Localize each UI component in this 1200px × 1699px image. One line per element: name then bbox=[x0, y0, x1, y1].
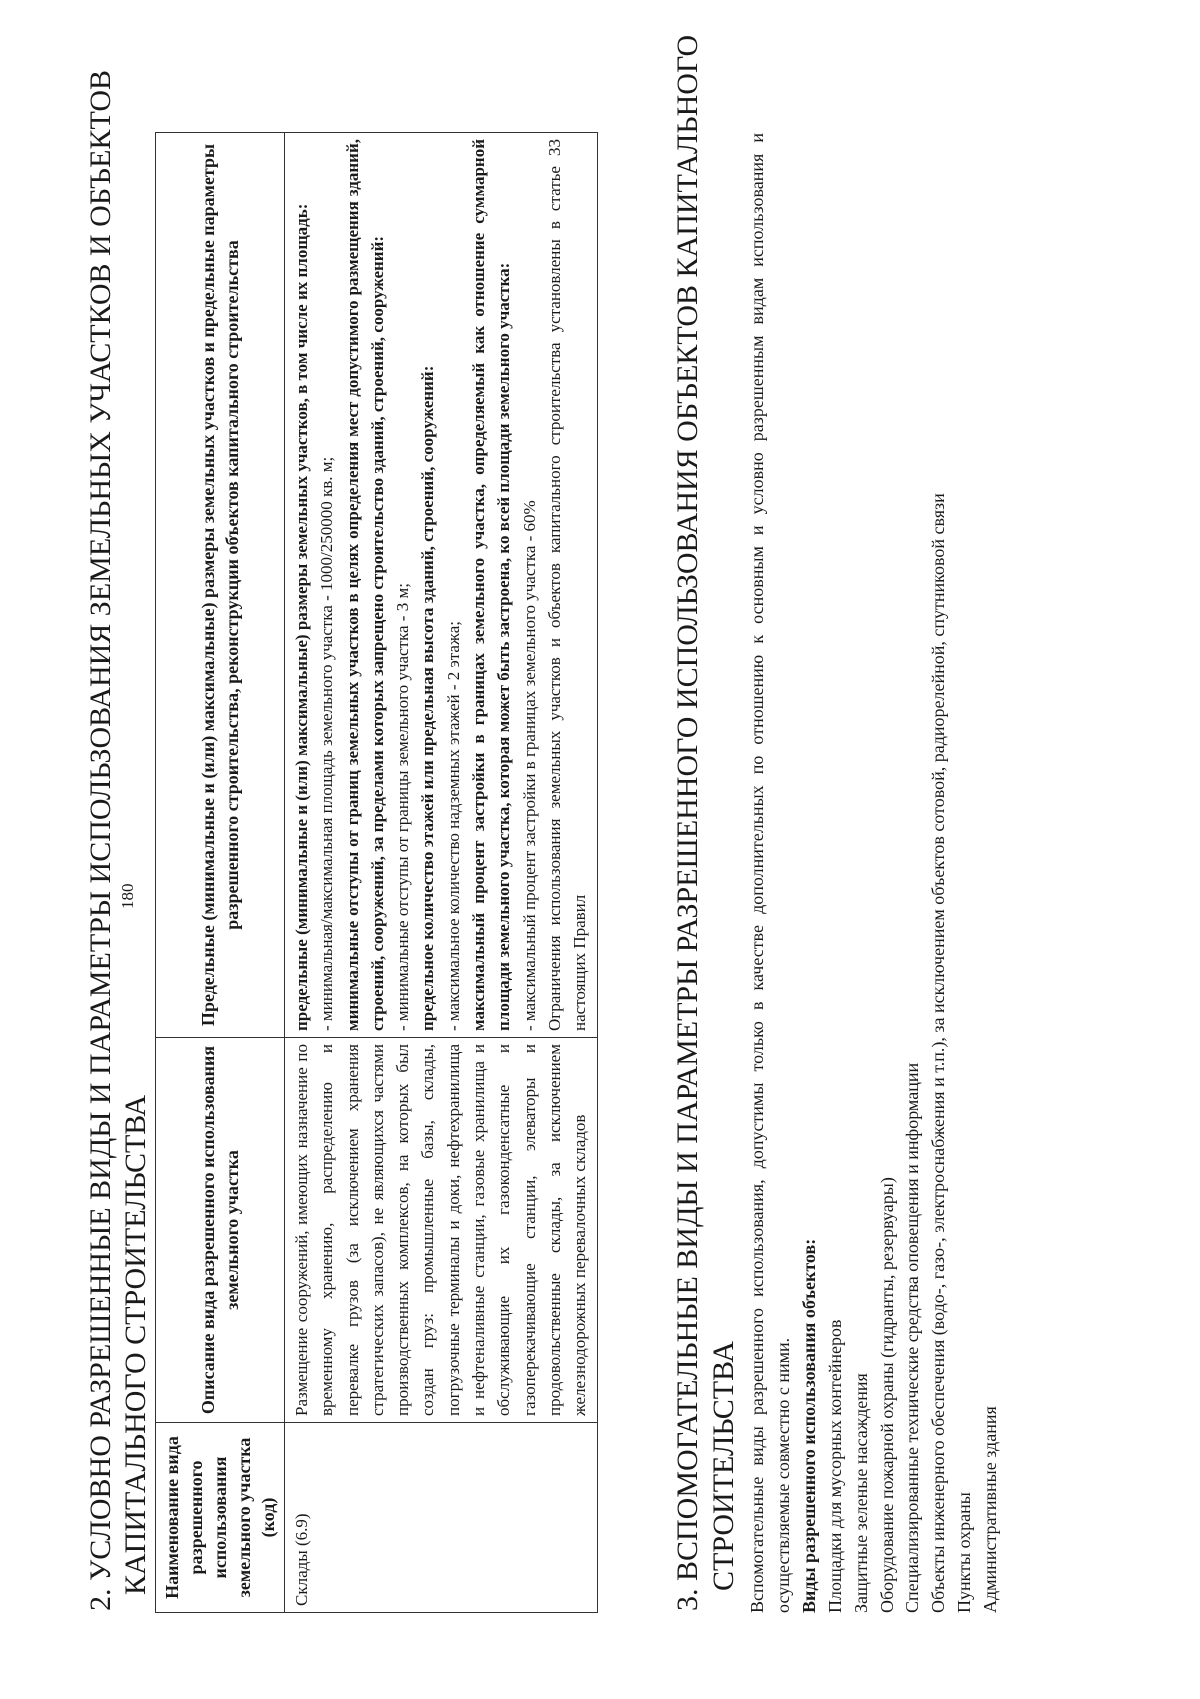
param-line: - максимальное количество надземных этажей - 2 этажа; bbox=[443, 621, 463, 1031]
param-line: - минимальная/максимальная площадь земельного участка - 1000/250000 кв. м; bbox=[317, 456, 337, 1031]
list-item: Пункты охраны bbox=[953, 1492, 974, 1613]
param-line: - минимальные отступы от границы земельного участка - 3 м; bbox=[393, 583, 413, 1031]
permitted-use-table bbox=[155, 132, 598, 1613]
section-2-title-cont: КАПИТАЛЬНОГО СТРОИТЕЛЬСТВА bbox=[119, 1094, 152, 1595]
cell-use-description: Размещение сооружений, имеющих назначение по временному хранению, распределению и перевалке грузов (за исключением хранения стратегических запасов), не являющихся частями производственных комплексов, на которых был создан груз: промышленные базы, склады, погрузочные терминалы и доки, нефтехранилища и нефтеналивные станции, газовые хранилища и обслуживающие их газоконденсатные и газоперекачивающие станции, элеваторы и продовольственные склады, за исключением железнодорожных перевалочных складов bbox=[285, 1038, 598, 1423]
page-number: 180 bbox=[118, 883, 137, 909]
section-3-title-cont: СТРОИТЕЛЬСТВА bbox=[707, 1341, 740, 1591]
column-header-parameters: Предельные (минимальные и (или) максимальные) размеры земельных участков и предельные параметры разрешенного строительства, реконструкции объектов капитального строительства bbox=[156, 133, 285, 1038]
section-3-title: 3. ВСПОМОГАТЕЛЬНЫЕ ВИДЫ И ПАРАМЕТРЫ РАЗРЕШЕННОГО ИСПОЛЬЗОВАНИЯ ОБЪЕКТОВ КАПИТАЛЬНОГО bbox=[671, 34, 704, 1611]
param-line: максимальный процент застройки в границах земельного участка, определяемый как отношение суммарной площади земельного участка, которая может быть застроена, ко всей площади земельного участка: bbox=[469, 139, 514, 1031]
cell-parameters bbox=[285, 133, 598, 1038]
column-header-description: Описание вида разрешенного использования земельного участка bbox=[156, 1038, 285, 1423]
list-item: Оборудование пожарной охраны (гидранты, резервуары) bbox=[876, 1177, 897, 1613]
param-line: минимальные отступы от границ земельных участков в целях определения мест допустимого размещения зданий, строений, сооружений, за пределами которых запрещено строительство зданий, строений, сооружений: bbox=[342, 139, 387, 1031]
table-row bbox=[285, 133, 598, 1613]
cell-use-name: Склады (6.9) bbox=[285, 1423, 598, 1613]
section-2-title: 2. УСЛОВНО РАЗРЕШЕННЫЕ ВИДЫ И ПАРАМЕТРЫ ИСПОЛЬЗОВАНИЯ ЗЕМЕЛЬНЫХ УЧАСТКОВ И ОБЪЕКТОВ bbox=[84, 69, 117, 1611]
list-item: Объекты инженерного обеспечения (водо-, газо-, электроснабжения и т.п.), за исключением объектов сотовой, радиорелейной, спутниковой связи bbox=[928, 493, 949, 1613]
param-line: - максимальный процент застройки в границах земельного участка - 60% bbox=[519, 500, 539, 1031]
objects-list bbox=[823, 133, 1004, 1613]
param-line: Ограничения использования земельных участков и объектов капитального строительства установлены в статье 33 настоящих Правил bbox=[544, 139, 590, 1031]
list-item: Административные здания bbox=[979, 1406, 1000, 1613]
param-line: предельные (минимальные и (или) максимальные) размеры земельных участков, в том числе их площадь: bbox=[292, 203, 311, 1031]
table-header-row bbox=[156, 133, 285, 1613]
param-line: предельное количество этажей или предельная высота зданий, строений, сооружений: bbox=[418, 365, 438, 1031]
column-header-name: Наименование вида разрешенного использования земельного участка (код) bbox=[156, 1423, 285, 1613]
list-item: Площадки для мусорных контейнеров bbox=[825, 1319, 845, 1613]
objects-heading: Виды разрешенного использования объектов: bbox=[799, 1238, 819, 1613]
list-item: Защитные зеленые насаждения bbox=[850, 1373, 871, 1613]
section-3-intro: Вспомогательные виды разрешенного использования, допустимы только в качестве дополнительных по отношению к основным и условно разрешенным видам использования и осуществляемые совместно с ними. bbox=[747, 133, 793, 1613]
list-item: Специализированные технические средства оповещения и информации bbox=[902, 1062, 923, 1613]
